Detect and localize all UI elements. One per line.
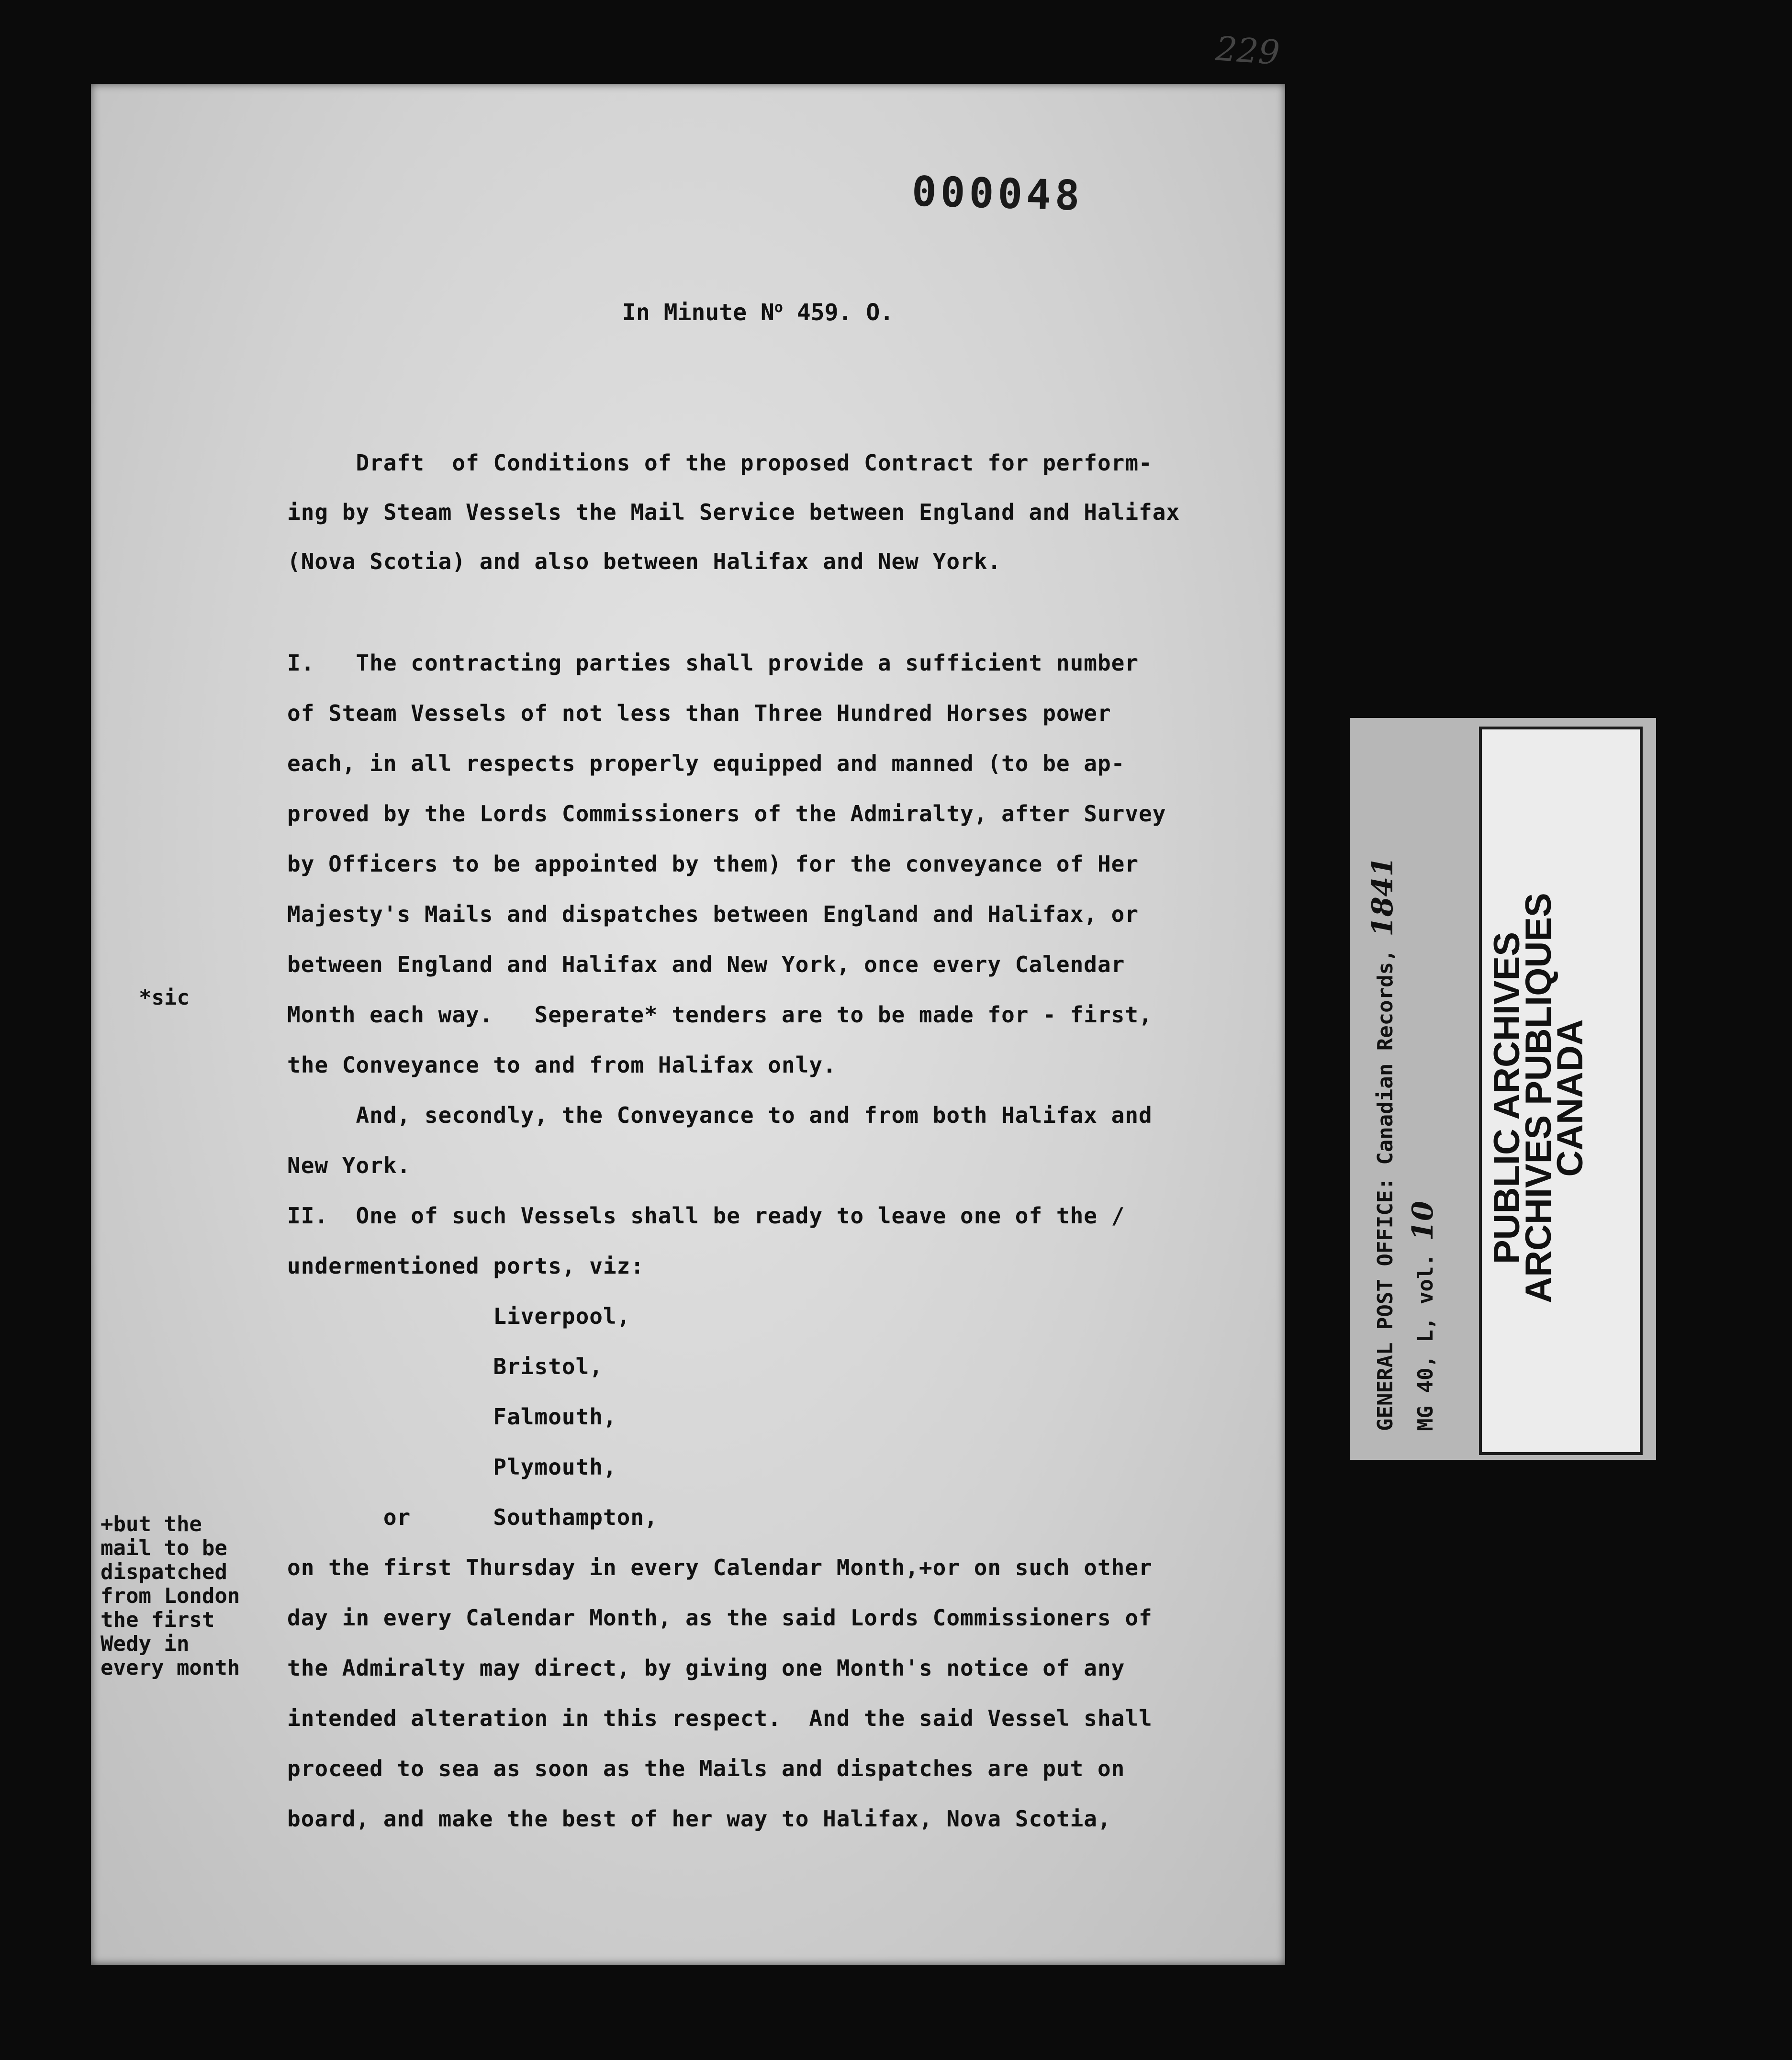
body-line: Falmouth, xyxy=(287,1404,617,1430)
body-line: And, secondly, the Conveyance to and from both Halifax and xyxy=(287,1102,1153,1128)
body-line: of Steam Vessels of not less than Three Hundred Horses power xyxy=(287,700,1111,726)
body-line: Plymouth, xyxy=(287,1454,617,1480)
body-line: (Nova Scotia) and also between Halifax and New York. xyxy=(287,549,1002,574)
reference-line-2 xyxy=(1406,1201,1440,1431)
archive-line-3: CANADA xyxy=(1550,1019,1590,1177)
body-line: or Southampton, xyxy=(287,1504,658,1530)
body-line: undermentioned ports, viz: xyxy=(287,1253,645,1279)
body-line: Majesty's Mails and dispatches between England and Halifax, or xyxy=(287,901,1139,927)
body-line: on the first Thursday in every Calendar Month,+or on such other xyxy=(287,1555,1153,1580)
archive-label xyxy=(1350,718,1656,1460)
body-line: II. One of such Vessels shall be ready to leave one of the / xyxy=(287,1203,1125,1229)
body-line: day in every Calendar Month, as the said Lords Commissioners of xyxy=(287,1605,1153,1631)
body-line: the Conveyance to and from Halifax only. xyxy=(287,1052,837,1078)
body-line: Liverpool, xyxy=(287,1303,631,1329)
archive-line-2: ARCHIVES PUBLIQUES xyxy=(1518,893,1559,1303)
archive-line-1: PUBLIC ARCHIVES xyxy=(1487,932,1527,1264)
body-line: by Officers to be appointed by them) for the conveyance of Her xyxy=(287,851,1139,877)
body-line: intended alteration in this respect. And the said Vessel shall xyxy=(287,1705,1153,1731)
body-line: New York. xyxy=(287,1153,411,1178)
reference-line-1-text: GENERAL POST OFFICE: Canadian Records, xyxy=(1373,936,1398,1431)
body-line: each, in all respects properly equipped and manned (to be ap- xyxy=(287,750,1125,776)
body-line: the Admiralty may direct, by giving one Month's notice of any xyxy=(287,1655,1125,1681)
minute-title xyxy=(622,299,894,326)
reference-line-2-text: MG 40, L, vol. xyxy=(1413,1241,1438,1431)
reference-line-1 xyxy=(1366,856,1400,1431)
body-line: proceed to sea as soon as the Mails and dispatches are put on xyxy=(287,1756,1125,1781)
stamp-number: 000048 xyxy=(911,168,1084,220)
archive-reference xyxy=(1364,723,1460,1431)
body-line: ing by Steam Vessels the Mail Service between England and Halifax xyxy=(287,499,1180,525)
body-line: Month each way. Seperate* tenders are to be made for - first, xyxy=(287,1002,1153,1028)
archive-name xyxy=(1487,859,1635,1337)
body-line: Draft of Conditions of the proposed Contract for perform- xyxy=(287,450,1153,476)
body-line: between England and Halifax and New York, once every Calendar xyxy=(287,952,1125,977)
archive-label-bar xyxy=(1479,727,1643,1455)
body-line: proved by the Lords Commissioners of the Admiralty, after Survey xyxy=(287,801,1166,827)
minute-title-prefix: In Minute N xyxy=(622,299,774,326)
margin-note: +but the mail to be dispatched from London the first Wedy in every month xyxy=(101,1512,240,1680)
reference-year-handwritten: 1841 xyxy=(1366,856,1400,937)
minute-title-sup: o xyxy=(774,299,783,316)
body-line: I. The contracting parties shall provide a sufficient number xyxy=(287,650,1139,676)
minute-title-suffix: 459. O. xyxy=(783,299,894,326)
margin-sic-note: *sic xyxy=(139,985,190,1010)
body-line: board, and make the best of her way to Halifax, Nova Scotia, xyxy=(287,1806,1111,1832)
archive-name-block xyxy=(1482,729,1640,1452)
body-line: Bristol, xyxy=(287,1354,603,1379)
folio-number: 229 xyxy=(1214,29,1281,73)
reference-volume-handwritten: 10 xyxy=(1406,1201,1440,1241)
